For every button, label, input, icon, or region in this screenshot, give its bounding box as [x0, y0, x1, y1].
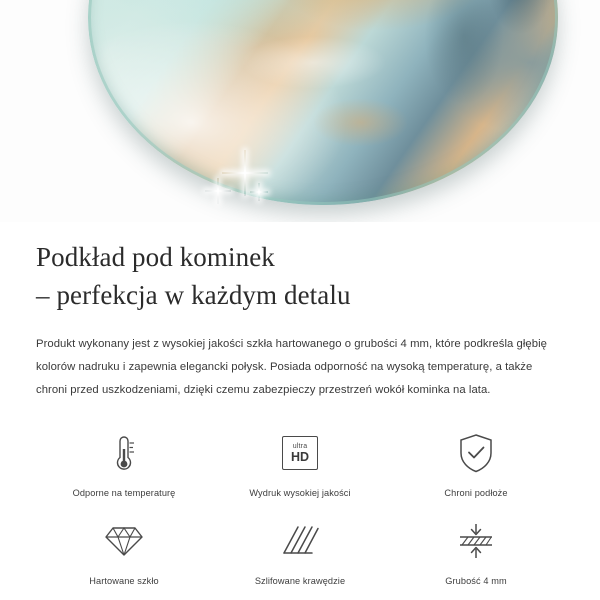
feature-temperature: [36, 424, 212, 506]
diamond-icon: [104, 518, 144, 564]
headline-line-2: – perfekcja w każdym detalu: [36, 280, 351, 311]
feature-surface-protection: [388, 424, 564, 506]
ultra-hd-bottom-text: HD: [290, 449, 310, 464]
feature-label: Szlifowane krawędzie: [254, 576, 346, 587]
polished-edges-icon: [280, 518, 320, 564]
ultra-hd-icon: [282, 430, 318, 476]
feature-label: Grubość 4 mm: [445, 576, 507, 587]
feature-grid: [36, 424, 564, 594]
feature-label: Hartowane szkło: [89, 576, 159, 587]
thickness-icon: [456, 518, 496, 564]
thermometer-icon: [109, 430, 139, 476]
feature-label: Odporne na temperaturę: [72, 488, 176, 499]
feature-tempered-glass: [36, 512, 212, 594]
hero-image: [0, 0, 600, 222]
feature-thickness: [388, 512, 564, 594]
feature-label: Wydruk wysokiej jakości: [249, 488, 351, 499]
headline-line-1: Podkład pod kominek: [36, 242, 275, 272]
feature-polished-edges: [212, 512, 388, 594]
content-area: [0, 222, 600, 594]
shield-check-icon: [457, 430, 495, 476]
ultra-hd-top-text: ultra: [292, 442, 308, 450]
glass-board-image: [88, 0, 558, 205]
page-title: [36, 222, 564, 315]
feature-label: Chroni podłoże: [444, 488, 508, 499]
feature-print-quality: [212, 424, 388, 506]
product-description-text: Produkt wykonany jest z wysokiej jakości szkła hartowanego o grubości 4 mm, które podkreśla głębię kolorów nadruku i zapewnia elegancki połysk. Posiada odporność na wysoką temperaturę, a także chroni przed uszkodzeniami, dzięki czemu zabezpieczy przestrzeń wokół kominka na lata.: [36, 337, 547, 396]
